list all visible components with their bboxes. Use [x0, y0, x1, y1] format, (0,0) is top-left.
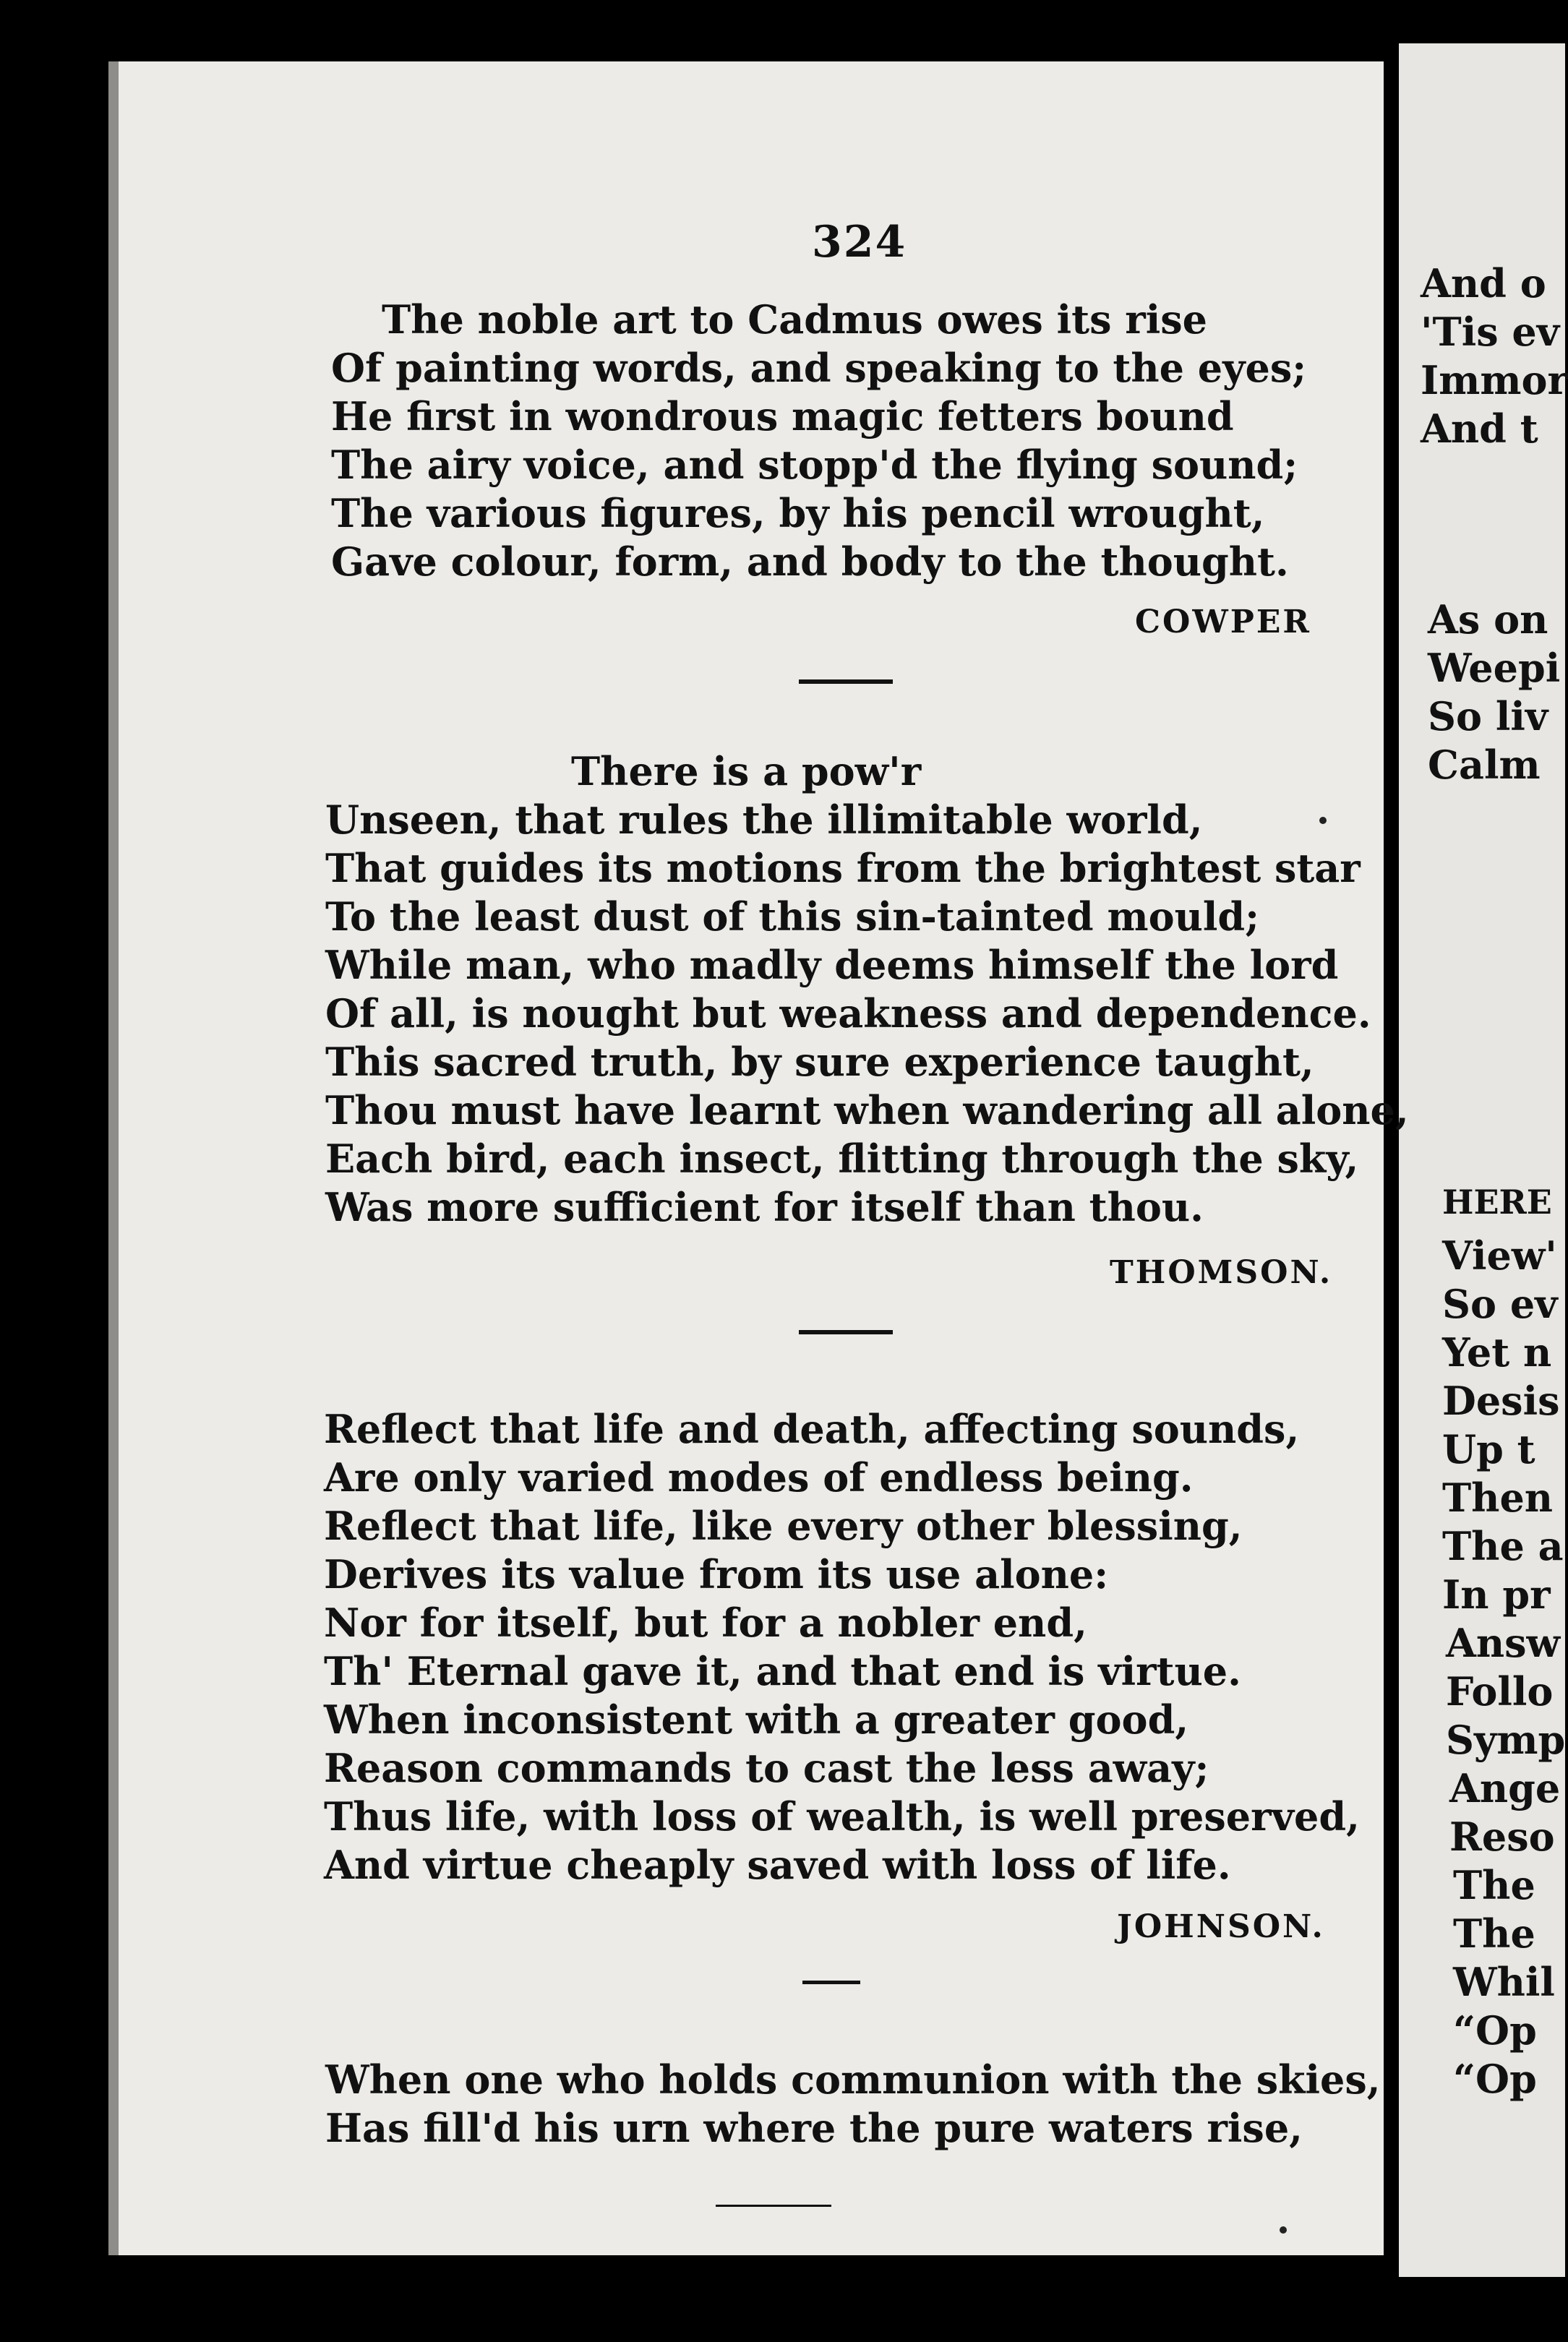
right-page-fragment: Then: [1442, 1475, 1554, 1521]
poem-line: He first in wondrous magic fetters bound: [331, 393, 1234, 439]
poem-line: Of all, is nought but weakness and dependence.: [325, 990, 1371, 1037]
poem-line: Of painting words, and speaking to the eyes;: [331, 345, 1307, 391]
poem-line: The various figures, by his pencil wrought,: [331, 490, 1265, 536]
poem-line: Unseen, that rules the illimitable world,: [325, 797, 1203, 843]
poem-line: Reflect that life and death, affecting sounds,: [324, 1406, 1300, 1452]
poem-line: Gave colour, form, and body to the thought.: [331, 539, 1289, 585]
right-page-fragment: In pr: [1442, 1571, 1551, 1618]
right-page-fragment: Reso: [1449, 1814, 1555, 1860]
right-page-fragment: Immor: [1421, 357, 1568, 403]
poem-line: While man, who madly deems himself the lord: [325, 942, 1339, 988]
right-page-fragment: Ange: [1449, 1765, 1561, 1811]
poem-line: Are only varied modes of endless being.: [324, 1454, 1194, 1501]
right-page-fragment: The a: [1442, 1523, 1564, 1569]
poem-line: And virtue cheaply saved with loss of life.: [324, 1842, 1231, 1888]
section-divider: [799, 679, 893, 684]
right-page-fragment: 'Tis ev: [1421, 309, 1560, 355]
page-number: 324: [812, 217, 907, 267]
right-page-fragment: Up t: [1442, 1426, 1535, 1472]
right-page-fragment: Answ: [1446, 1620, 1561, 1666]
right-page-fragment: And o: [1421, 260, 1546, 306]
poem-line: Derives its value from its use alone:: [324, 1551, 1109, 1597]
right-page-fragment: As on: [1428, 596, 1548, 643]
right-page-fragment: HERE: [1442, 1183, 1552, 1222]
poem-line: This sacred truth, by sure experience taught,: [325, 1039, 1314, 1085]
ink-speck: [1319, 817, 1327, 824]
poem-author: THOMSON.: [1110, 1254, 1333, 1291]
poem-line: Each bird, each insect, flitting through the sky,: [325, 1136, 1359, 1182]
right-page-fragment: Calm: [1428, 742, 1541, 788]
poem-author: COWPER: [1135, 604, 1311, 640]
right-page-fragment: “Op: [1453, 2056, 1537, 2102]
right-page-fragment: The: [1453, 1910, 1535, 1957]
right-page-fragment: The: [1453, 1862, 1535, 1908]
poem-line: That guides its motions from the brightest star: [325, 845, 1361, 891]
poem-line: There is a pow'r: [571, 748, 922, 794]
poem-line: The airy voice, and stopp'd the flying sound;: [331, 442, 1298, 488]
section-divider: [799, 1330, 893, 1334]
right-page-fragment: Symp: [1446, 1717, 1566, 1763]
right-page-fragment: “Op: [1453, 2007, 1537, 2054]
right-page-fragment: Weepi: [1428, 645, 1561, 691]
section-divider: [802, 1981, 860, 1984]
poem-line: When one who holds communion with the skies,: [325, 2056, 1381, 2103]
poem-line: Thou must have learnt when wandering all alone,: [325, 1087, 1409, 1133]
right-page-fragment: So ev: [1442, 1281, 1558, 1327]
poem-line: Was more sufficient for itself than thou.: [325, 1184, 1204, 1230]
poem-line: Nor for itself, but for a nobler end,: [324, 1600, 1087, 1646]
poem-line: Reflect that life, like every other blessing,: [324, 1503, 1243, 1549]
right-page-fragment: Yet n: [1442, 1329, 1552, 1376]
poem-author: JOHNSON.: [1117, 1908, 1325, 1945]
right-page-fragment: And t: [1421, 406, 1538, 452]
poem-line: When inconsistent with a greater good,: [324, 1697, 1189, 1743]
poem-line: To the least dust of this sin-tainted mould;: [325, 893, 1260, 940]
poem-line: Th' Eternal gave it, and that end is virtue.: [324, 1648, 1241, 1694]
poem-line: Reason commands to cast the less away;: [324, 1745, 1209, 1791]
right-page-fragment: So liv: [1428, 693, 1548, 739]
poem-line: The noble art to Cadmus owes its rise: [382, 296, 1208, 343]
right-page-fragment: Desis: [1442, 1378, 1560, 1424]
poem-line: Has fill'd his urn where the pure waters rise,: [325, 2105, 1303, 2151]
ink-speck: [1280, 2226, 1287, 2234]
right-page-fragment: View': [1442, 1232, 1557, 1279]
right-page-fragment: Whil: [1453, 1959, 1555, 2005]
poem-line: Thus life, with loss of wealth, is well preserved,: [324, 1793, 1360, 1840]
footer-divider: [716, 2205, 831, 2207]
right-page-fragment: Follo: [1446, 1668, 1554, 1715]
